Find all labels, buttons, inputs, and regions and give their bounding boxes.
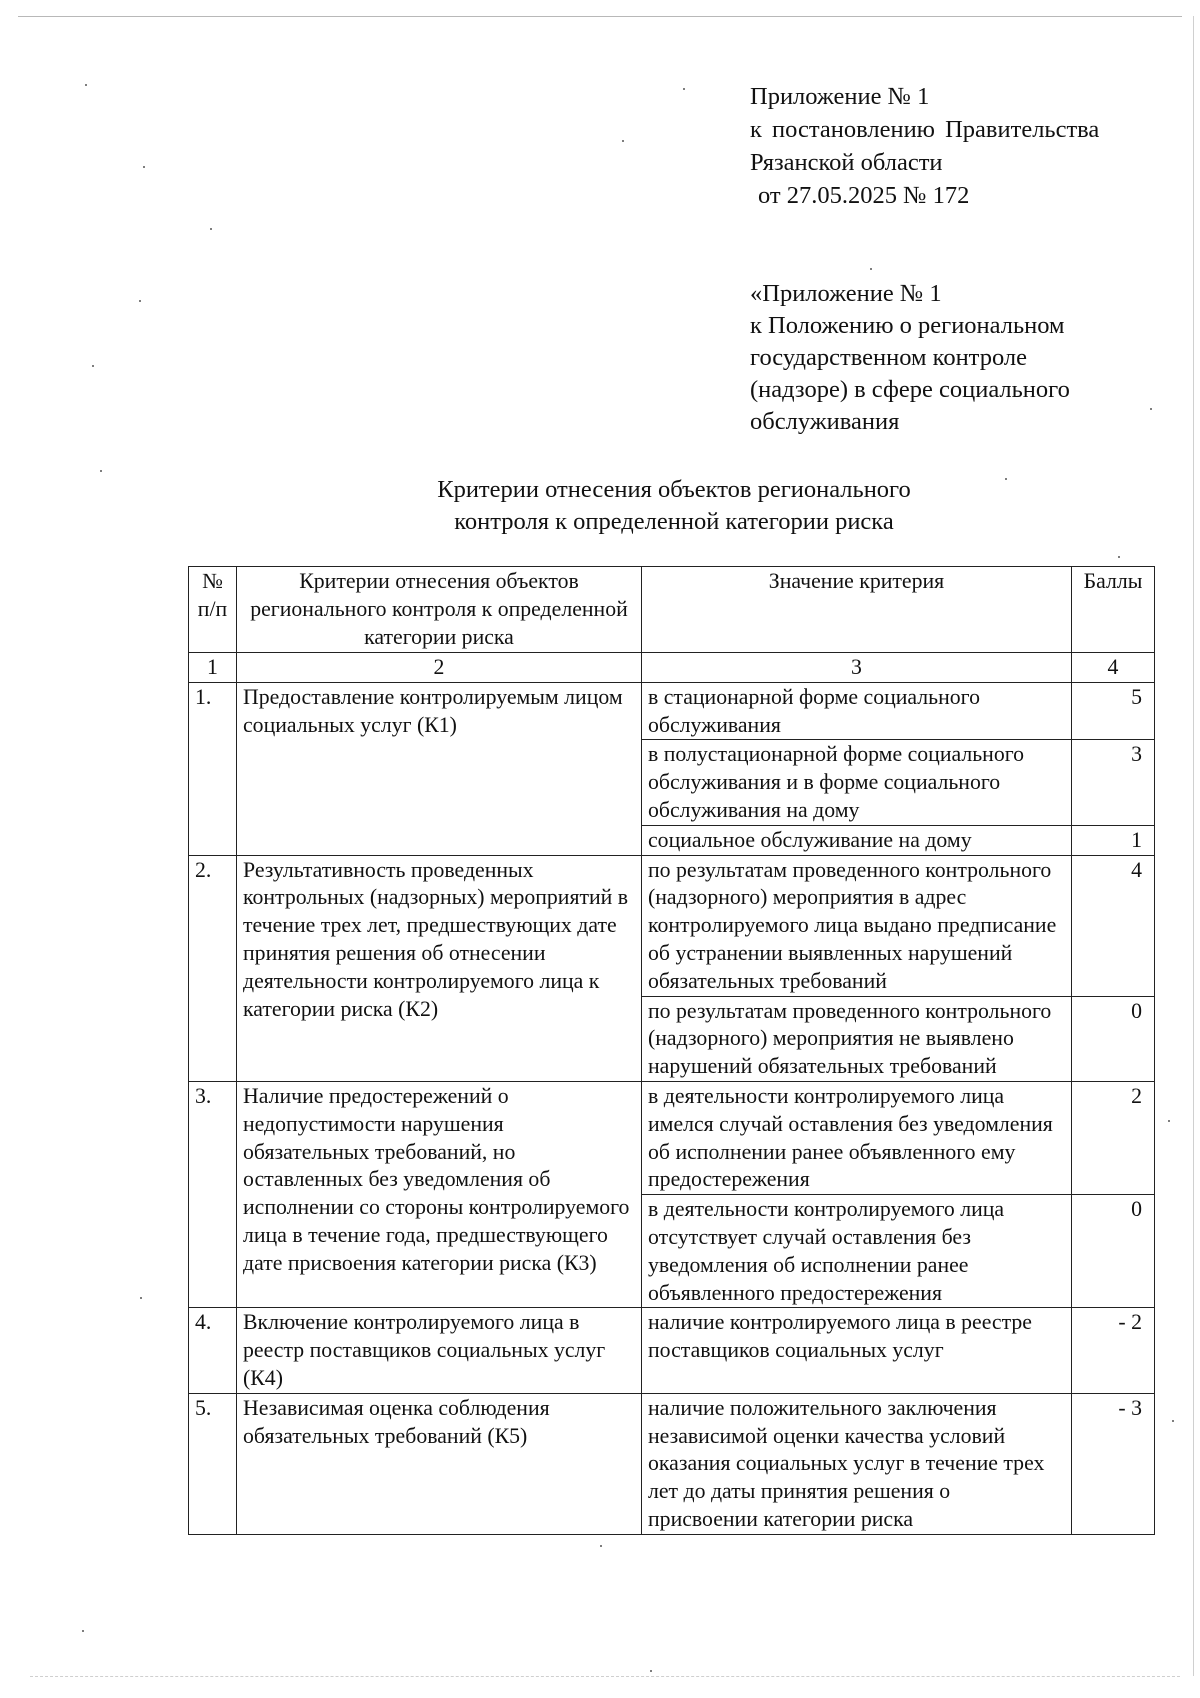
index-cell: 1 [189,653,237,683]
criterion-cell: Предоставление контролируемым лицом социальных услуг (К1) [237,682,642,855]
value-cell: по результатам проведенного контрольного (надзорного) мероприятия в адрес контролируемого лица выдано предписание об устранении выявленных нарушений обязательных требований [642,855,1072,996]
value-cell: наличие контролируемого лица в реестре поставщиков социальных услуг [642,1308,1072,1393]
table-row [189,1081,1155,1194]
table-row [189,855,1155,996]
annex-line-2: к Положению о региональном [750,312,1065,339]
value-cell: в полустационарной форме социального обслуживания и в форме социального обслуживания на дому [642,740,1072,825]
header-num: № п/п [189,567,237,653]
header-value: Значение критерия [642,567,1072,653]
points-cell: 0 [1072,1195,1155,1308]
scan-edge-top [18,16,1182,17]
annex-line-3: государственном контроле [750,344,1027,371]
value-cell: социальное обслуживание на дому [642,825,1072,855]
index-cell: 2 [237,653,642,683]
table-header-row [189,567,1155,653]
criterion-cell: Независимая оценка соблюдения обязательных требований (К5) [237,1393,642,1534]
header-points: Баллы [1072,567,1155,653]
header-line-appendix: Приложение № 1 [750,83,930,110]
row-number: 3. [189,1081,237,1307]
points-cell: - 3 [1072,1393,1155,1534]
annex-header [750,278,1070,438]
scan-edge-bottom [30,1676,1180,1677]
points-cell: - 2 [1072,1308,1155,1393]
row-number: 1. [189,682,237,855]
points-cell: 3 [1072,740,1155,825]
points-cell: 1 [1072,825,1155,855]
value-cell: в деятельности контролируемого лица отсутствует случай оставления без уведомления об исполнении ранее объявленного предостережения [642,1195,1072,1308]
header-criteria: Критерии отнесения объектов регионального контроля к определенной категории риска [237,567,642,653]
criterion-cell: Результативность проведенных контрольных (надзорных) мероприятий в течение трех лет, предшествующих дате принятия решения об отнесении деятельности контролируемого лица к категории риска (К2) [237,855,642,1081]
value-cell: в стационарной форме социального обслуживания [642,682,1072,740]
points-cell: 4 [1072,855,1155,996]
value-cell: в деятельности контролируемого лица имелся случай оставления без уведомления об исполнении ранее объявленного ему предостережения [642,1081,1072,1194]
table-row [189,1308,1155,1393]
header-line-region: Рязанской области [750,149,943,176]
scan-edge-right [1193,16,1194,1676]
annex-line-1: «Приложение № 1 [750,280,942,307]
criteria-table [188,566,1155,1535]
points-cell: 2 [1072,1081,1155,1194]
column-index-row [189,653,1155,683]
header-line-date: от 27.05.2025 № 172 [758,182,970,209]
index-cell: 4 [1072,653,1155,683]
points-cell: 5 [1072,682,1155,740]
row-number: 2. [189,855,237,1081]
index-cell: 3 [642,653,1072,683]
header-line-resolution: к постановлению Правительства [750,116,1100,143]
value-cell: наличие положительного заключения независимой оценки качества условий оказания социальных услуг в течение трех лет до даты принятия решения о присвоении категории риска [642,1393,1072,1534]
criterion-cell: Наличие предостережений о недопустимости нарушения обязательных требований, но оставленных без уведомления об исполнении со стороны контролируемого лица в течение года, предшествующего дате присвоения категории риска (К3) [237,1081,642,1307]
annex-line-4: (надзоре) в сфере социального [750,376,1070,403]
annex-line-5: обслуживания [750,408,900,435]
table-row [189,682,1155,740]
table-row [189,1393,1155,1534]
document-title [330,474,1018,538]
title-line-1: Критерии отнесения объектов регионального [437,476,911,503]
row-number: 5. [189,1393,237,1534]
points-cell: 0 [1072,996,1155,1081]
resolution-header [750,80,1099,212]
title-line-2: контроля к определенной категории риска [454,508,894,535]
value-cell: по результатам проведенного контрольного (надзорного) мероприятия не выявлено нарушений обязательных требований [642,996,1072,1081]
criterion-cell: Включение контролируемого лица в реестр поставщиков социальных услуг (К4) [237,1308,642,1393]
row-number: 4. [189,1308,237,1393]
